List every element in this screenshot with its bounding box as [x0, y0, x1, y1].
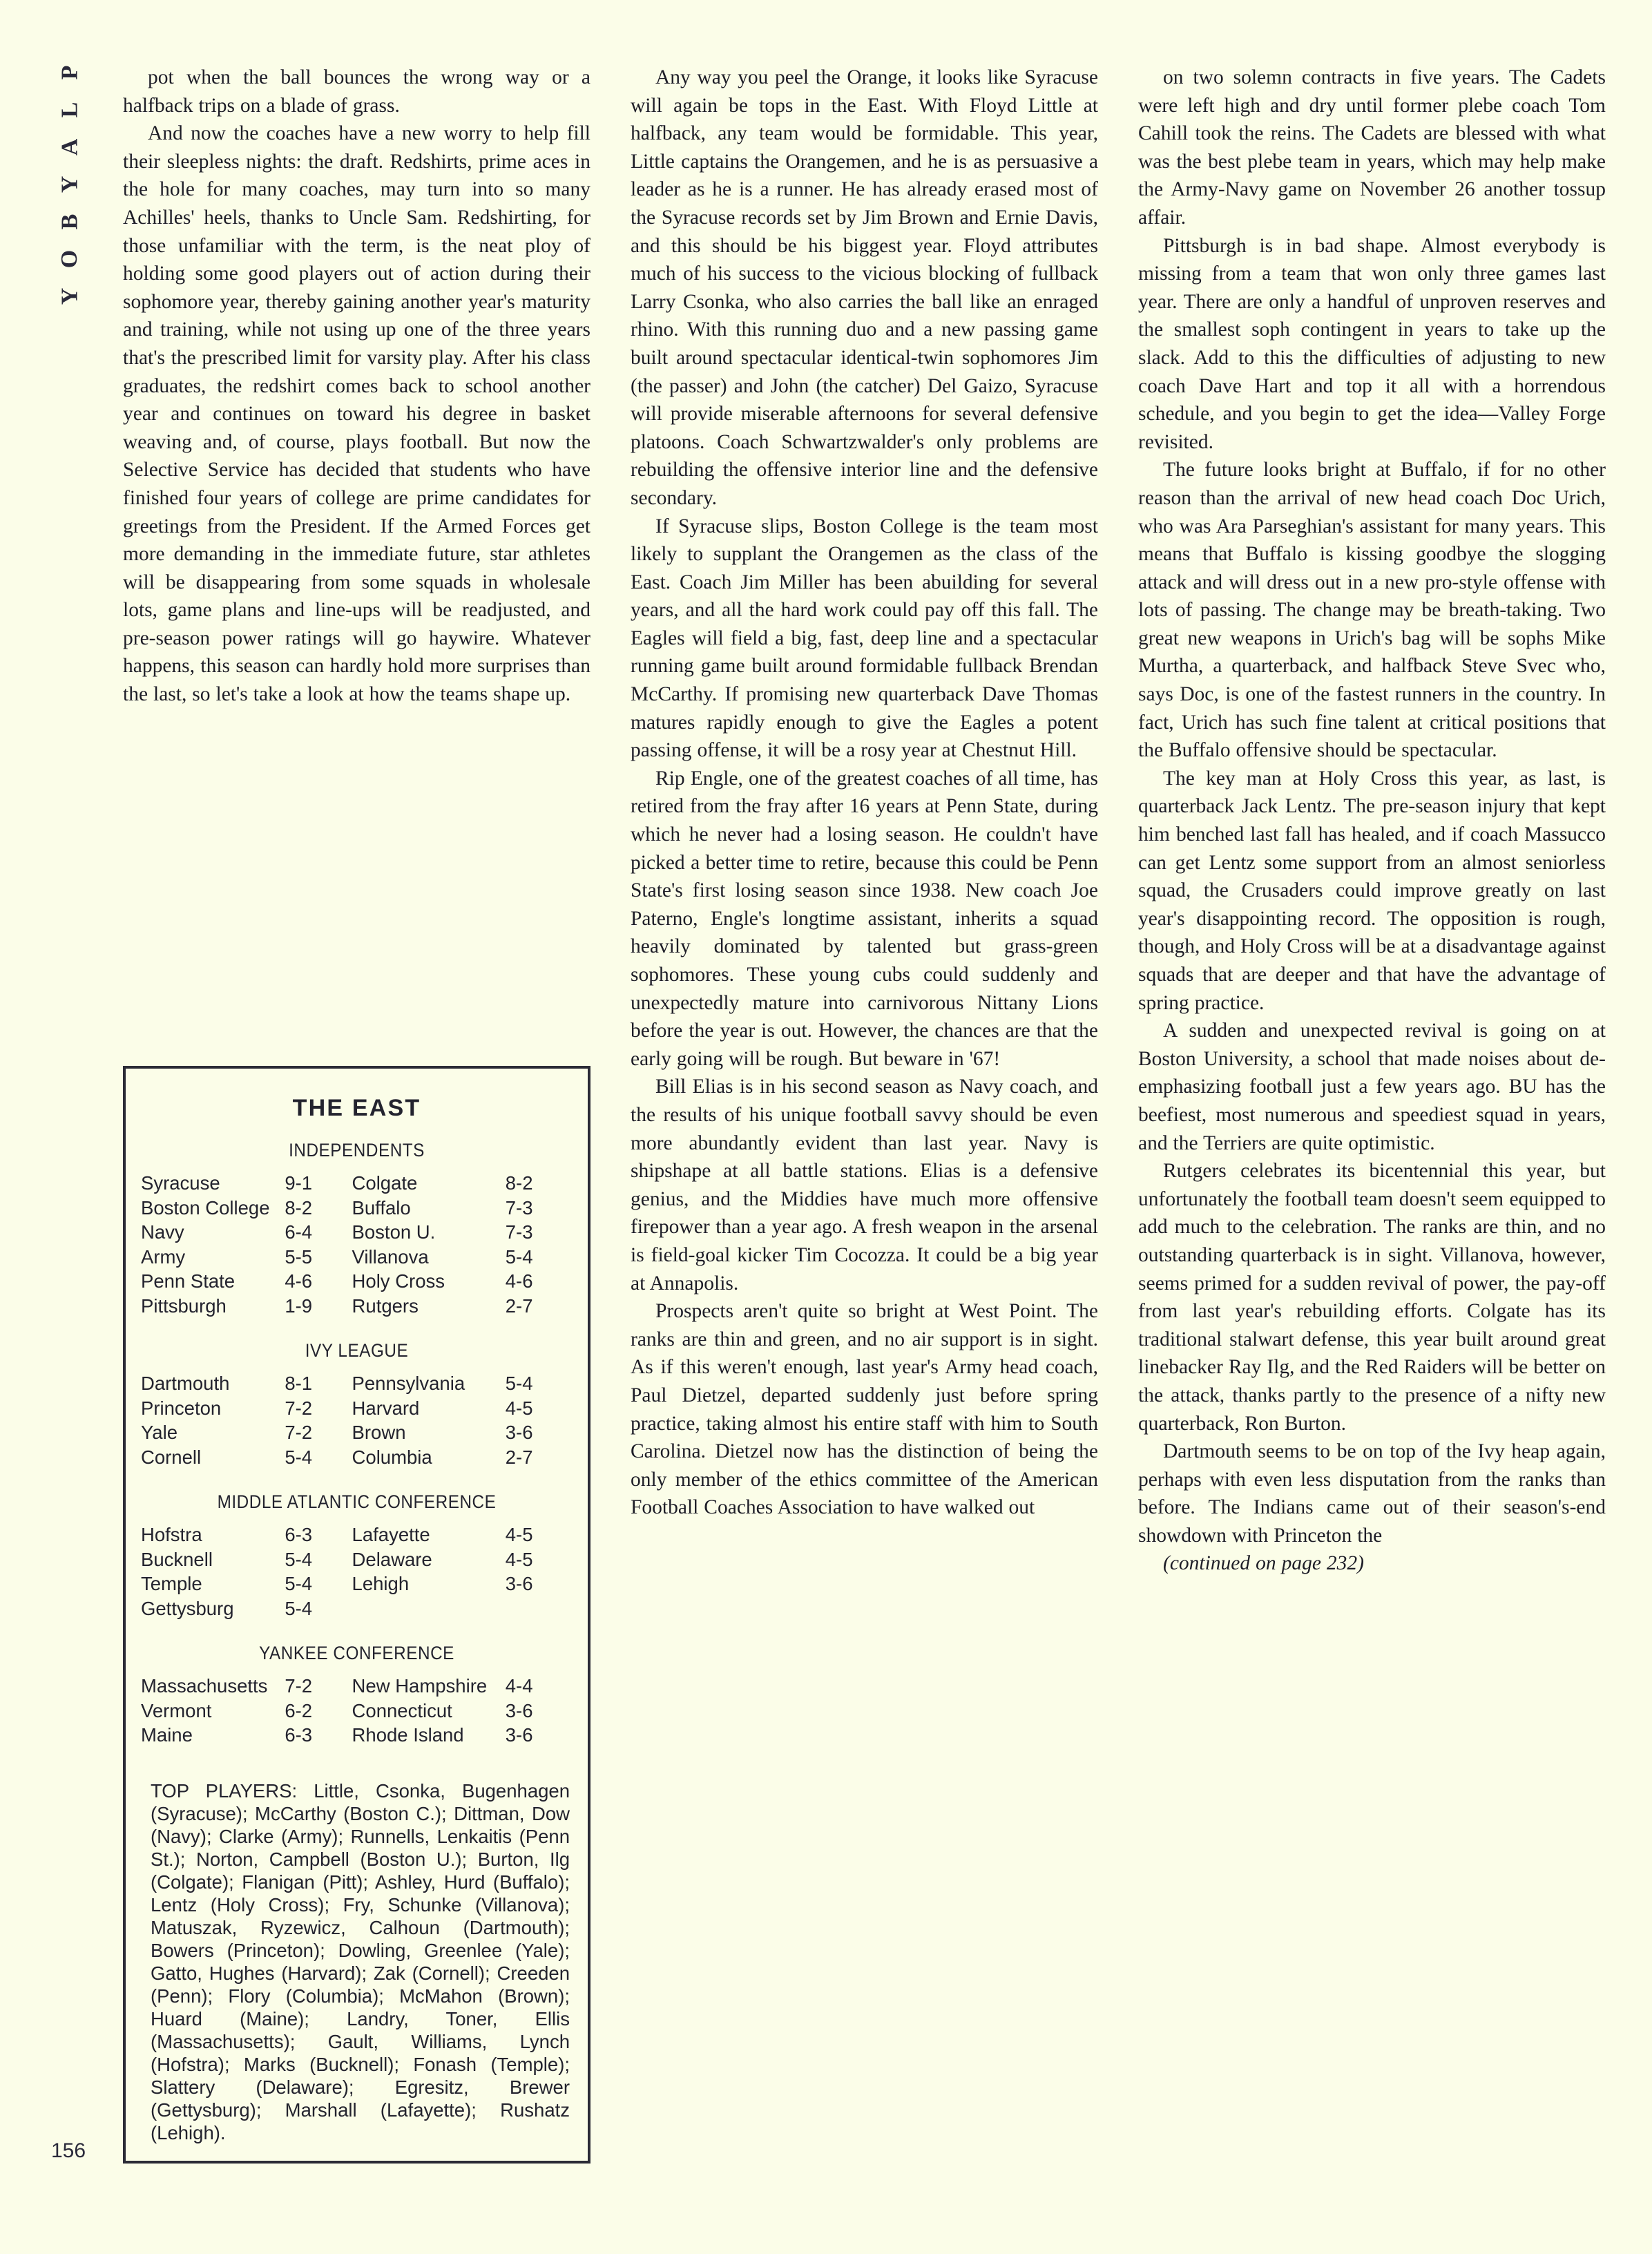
- team-record: 4-5: [505, 1524, 533, 1545]
- standings-table: [141, 1675, 573, 1749]
- standings-table: [141, 1373, 573, 1471]
- team-record: 5-4: [505, 1245, 533, 1268]
- body-paragraph: A sudden and unexpected revival is going on at Boston University, a school that made noises about de-emphasizing football just a few years ago. BU has the beefiest, most numerous and speediest squad in years, and the Terriers are quite optimistic.: [1138, 1020, 1606, 1154]
- body-paragraph: Pittsburgh is in bad shape. Almost everybody is missing from a team that won only three games last year. There are only a handful of unproven reserves and the smallest soph contingent in years to take up the slack. Add to this the difficulties of adjusting to new coach Dave Hart and top it all with a horrendous schedule, and you begin to get the idea—Valley Forge revisited.: [1138, 234, 1606, 453]
- team-name: Lehigh: [352, 1573, 410, 1594]
- conference-block-middle-atlantic: [141, 1491, 573, 1622]
- team-name: Pennsylvania: [352, 1373, 465, 1394]
- body-paragraph: The future looks bright at Buffalo, if for no other reason than the arrival of new head coach Doc Urich, who was Ara Parseghian's assistant for many years. This means that Buffalo is kissing goodbye the slogging attack and will dress out in a new pro-style offense with lots of passing. The change may be breath-taking. Two great new weapons in Urich's bag will be sophs Mike Murtha, a quarterback, and halfback Steve Svec who, says Doc, is one of the fastest runners in the country. In fact, Urich has such fine talent at critical positions that the Buffalo offensive should be spectacular.: [1138, 459, 1606, 762]
- team-record: 3-6: [505, 1699, 533, 1721]
- team-record: 5-4: [285, 1573, 313, 1594]
- team-name: Bucknell: [141, 1548, 213, 1570]
- team-record: 7-3: [505, 1196, 533, 1219]
- conference-heading: MIDDLE ATLANTIC CONFERENCE: [217, 1491, 497, 1512]
- column-left: [123, 64, 590, 2164]
- conference-block-independents: [141, 1140, 573, 1319]
- continued-on-page-note: (continued on page 232): [1163, 1552, 1364, 1575]
- team-name: Penn State: [141, 1270, 236, 1292]
- team-record: 4-5: [505, 1548, 533, 1570]
- team-name: Harvard: [352, 1397, 420, 1419]
- team-record: 7-2: [285, 1397, 313, 1419]
- team-name: New Hampshire: [352, 1675, 488, 1697]
- masthead-letter: L: [57, 102, 82, 118]
- team-name: Brown: [352, 1422, 406, 1443]
- team-record: 4-6: [285, 1270, 313, 1292]
- team-name: Colgate: [352, 1172, 418, 1194]
- team-record: 4-4: [505, 1675, 533, 1697]
- table-row: [141, 1172, 573, 1197]
- conference-heading: INDEPENDENTS: [289, 1140, 425, 1161]
- team-name: Lafayette: [352, 1524, 430, 1545]
- team-name: Syracuse: [141, 1172, 220, 1194]
- team-name: Maine: [141, 1724, 193, 1746]
- team-record: 8-2: [285, 1196, 313, 1219]
- table-row: [141, 1700, 573, 1725]
- team-record: 5-5: [285, 1245, 313, 1268]
- team-record: 3-6: [505, 1724, 533, 1746]
- team-record: 2-7: [505, 1295, 533, 1317]
- team-record: 7-2: [285, 1422, 313, 1443]
- conference-heading: IVY LEAGUE: [305, 1340, 409, 1361]
- team-record: 7-2: [285, 1675, 313, 1697]
- conference-block-ivy-league: [141, 1340, 573, 1471]
- table-row: [141, 1446, 573, 1471]
- team-name: Delaware: [352, 1548, 432, 1570]
- body-paragraph: Dartmouth seems to be on top of the Ivy heap again, perhaps with even less disputation from the ranks than before. The Indians came out of their season's-end showdown with Princeton the: [1138, 1440, 1606, 1547]
- team-name: Princeton: [141, 1397, 222, 1419]
- team-name: Boston U.: [352, 1221, 436, 1243]
- table-row: [141, 1675, 573, 1700]
- body-paragraph: The key man at Holy Cross this year, as last, is quarterback Jack Lentz. The pre-season injury that kept him benched last fall has healed, and if coach Massucco can get Lentz some support from an almost seniorless squad, the Crusaders could improve greatly on last year's disappointing record. The opposition is rough, though, and Holy Cross will be at a disadvantage against squads that are deeper and that have the advantage of spring practice.: [1138, 767, 1606, 1014]
- team-record: 7-3: [505, 1221, 533, 1243]
- body-paragraph: And now the coaches have a new worry to help fill their sleepless nights: the draft. Redshirts, prime aces in the hole for many coaches, may turn into so many Achilles' heels, thanks to Uncle Sam. Redshirting, for those unfamiliar with the term, is the neat ploy of holding some good players out of action during their sophomore year, thereby gaining another year's maturity and training, while not using up one of the three years that's the prescribed limit for varsity play. After his class graduates, the redshirt comes back to school another year and continues on toward his degree in basket weaving and, of course, plays football. But now the Selective Service has decided that students who have finished four years of college are prime candidates for greetings from the President. If the Armed Forces get more demanding in the immediate future, star athletes will be disappearing from some squads in wholesale lots, game plans and line-ups will be readjusted, and pre-season power ratings will go haywire. Whatever happens, this season can hardly hold more surprises than the last, so let's take a look at how the teams shape up.: [123, 122, 590, 706]
- masthead-letter: A: [57, 138, 82, 156]
- team-name: Rhode Island: [352, 1724, 464, 1746]
- team-record: 4-6: [505, 1270, 533, 1292]
- conference-block-yankee: [141, 1643, 573, 1749]
- body-paragraph: Rip Engle, one of the greatest coaches of all time, has retired from the fray after 16 years at Penn State, during which he never had a losing season. He couldn't have picked a better time to retire, because this could be Penn State's first losing season since 1938. New coach Joe Paterno, Engle's longtime assistant, inherits a squad heavily dominated by talented but grass-green sophomores. These young cubs could suddenly and unexpectedly mature into carnivorous Nittany Lions before the year is out. However, the chances are that the early going will be rough. But beware in '67!: [631, 767, 1098, 1070]
- column-right: [1138, 64, 1606, 2164]
- masthead-letter: B: [57, 213, 82, 230]
- standings-table: [141, 1524, 573, 1622]
- body-paragraph: Any way you peel the Orange, it looks like Syracuse will again be tops in the East. With Floyd Little at halfback, any team would be formidable. This year, Little captains the Orangemen, and he is as persuasive a leader as he is a runner. He has already erased most of the Syracuse records set by Jim Brown and Ernie Davis, and this should be his biggest year. Floyd attributes much of his success to the vicious blocking of fullback Larry Csonka, who also carries the ball like an enraged rhino. With this running duo and a new passing game built around spectacular identical-twin sophomores Jim (the passer) and John (the catcher) Del Gaizo, Syracuse will provide miserable afternoons for several defensive platoons. Coach Schwartzwalder's only problems are rebuilding the offensive interior line and the defensive secondary.: [631, 66, 1098, 509]
- team-name: Columbia: [352, 1446, 432, 1468]
- team-record: 5-4: [285, 1548, 313, 1570]
- team-record: 8-2: [505, 1172, 533, 1194]
- team-record: [506, 1598, 573, 1623]
- conference-heading: YANKEE CONFERENCE: [259, 1643, 454, 1663]
- table-row: [141, 1397, 573, 1422]
- team-name: [352, 1598, 506, 1623]
- column-middle: [631, 64, 1098, 2164]
- table-row: [141, 1221, 573, 1246]
- masthead-letter: Y: [57, 287, 82, 305]
- team-name: Rutgers: [352, 1295, 419, 1317]
- team-record: 6-4: [285, 1221, 313, 1243]
- team-name: Dartmouth: [141, 1373, 230, 1394]
- standings-table: [141, 1172, 573, 1319]
- team-name: Hofstra: [141, 1524, 202, 1545]
- team-record: 5-4: [285, 1597, 313, 1619]
- team-record: 4-5: [505, 1397, 533, 1419]
- body-paragraph: Bill Elias is in his second season as Navy coach, and the results of his unique football savvy should be even more abundantly evident than last year. Navy is shipshape at all battle stations. Elias is a defensive genius, and the Middies have much more offensive firepower than a year ago. A fresh weapon in the arsenal is field-goal kicker Tim Cocozza. It could be a big year at Annapolis.: [631, 1076, 1098, 1295]
- body-paragraph: If Syracuse slips, Boston College is the team most likely to supplant the Orangemen as the class of the East. Coach Jim Miller has been abuilding for several years, and all the hard work could pay off this fall. The Eagles will field a big, fast, deep line and a spectacular running game built around formidable fullback Brendan McCarthy. If promising new quarterback Dave Thomas matures rapidly enough to give the Eagles a potent passing offense, it will be a rosy year at Chestnut Hill.: [631, 515, 1098, 762]
- top-players-note: TOP PLAYERS: Little, Csonka, Bugenhagen (Syracuse); McCarthy (Boston C.); Dittman, Dow (Navy); Clarke (Army); Runnells, Lenkaitis (Penn St.); Norton, Campbell (Boston U.); Burton, Ilg (Colgate); Flanigan (Pitt); Ashley, Hurd (Buffalo); Lentz (Holy Cross); Fry, Schunke (Villanova); Matuszak, Ryzewicz, Calhoun (Dartmouth); Bowers (Princeton); Dowling, Greenlee (Yale); Gatto, Hughes (Harvard); Zak (Cornell); Creeden (Penn); Flory (Columbia); McMahon (Brown); Huard (Maine); Landry, Toner, Ellis (Massachusetts); Gault, Williams, Lynch (Hofstra); Marks (Bucknell); Fonash (Temple); Slattery (Delaware); Egresitz, Brewer (Gettysburg); Marshall (Lafayette); Rushatz (Lehigh).: [151, 1779, 570, 2143]
- team-record: 6-3: [285, 1524, 313, 1545]
- team-name: Yale: [141, 1422, 177, 1443]
- team-name: Connecticut: [352, 1699, 452, 1721]
- table-row: [141, 1246, 573, 1271]
- page-folio: 156: [51, 2139, 86, 2162]
- body-paragraph: Prospects aren't quite so bright at West Point. The ranks are thin and green, and no air support is in sight. As if this weren't enough, last year's Army head coach, Paul Dietzel, departed suddenly just before spring practice, taking almost his entire staff with him to South Carolina. Dietzel now has the distinction of being the only member of the ethics committee of the American Football Coaches Association to have walked out: [631, 1300, 1098, 1519]
- the-east-standings-box: [123, 1066, 590, 2164]
- team-record: 2-7: [505, 1446, 533, 1468]
- team-name: Navy: [141, 1221, 184, 1243]
- masthead-vertical-playboy: [54, 61, 86, 308]
- team-name: Temple: [141, 1573, 202, 1594]
- team-name: Massachusetts: [141, 1675, 268, 1697]
- table-row: [141, 1270, 573, 1295]
- table-row: [141, 1422, 573, 1446]
- team-record: 6-3: [285, 1724, 313, 1746]
- body-paragraph: pot when the ball bounces the wrong way or a halfback trips on a blade of grass.: [123, 66, 590, 117]
- table-row: [141, 1549, 573, 1574]
- masthead-letter: Y: [57, 175, 82, 193]
- team-record: 5-4: [285, 1446, 313, 1468]
- team-record: 5-4: [505, 1373, 533, 1394]
- article-columns: [123, 64, 1606, 2164]
- team-name: Boston College: [141, 1196, 270, 1219]
- team-record: 9-1: [285, 1172, 313, 1194]
- team-name: Holy Cross: [352, 1270, 445, 1292]
- table-row: [141, 1573, 573, 1598]
- team-name: Buffalo: [352, 1196, 411, 1219]
- east-box-title: THE EAST: [292, 1095, 421, 1121]
- masthead-letter: P: [57, 65, 82, 80]
- body-paragraph: on two solemn contracts in five years. The Cadets were left high and dry until former plebe coach Tom Cahill took the reins. The Cadets are blessed with what was the best plebe team in years, which may help make the Army-Navy game on November 26 another tossup affair.: [1138, 66, 1606, 229]
- team-name: Pittsburgh: [141, 1295, 227, 1317]
- table-row: [141, 1197, 573, 1222]
- team-name: Army: [141, 1245, 186, 1268]
- team-record: 6-2: [285, 1699, 313, 1721]
- table-row: [141, 1724, 573, 1749]
- team-name: Gettysburg: [141, 1597, 234, 1619]
- team-record: 1-9: [285, 1295, 313, 1317]
- table-row: [141, 1295, 573, 1320]
- team-name: Vermont: [141, 1699, 212, 1721]
- team-record: 3-6: [505, 1573, 533, 1594]
- team-record: 3-6: [505, 1422, 533, 1443]
- table-row: [141, 1598, 573, 1623]
- team-name: Cornell: [141, 1446, 202, 1468]
- team-name: Villanova: [352, 1245, 429, 1268]
- table-row: [141, 1373, 573, 1397]
- team-record: 8-1: [285, 1373, 313, 1394]
- table-row: [141, 1524, 573, 1549]
- body-paragraph: Rutgers celebrates its bicentennial this year, but unfortunately the football team doesn't seem equipped to add much to the celebration. The ranks are thin, and no outstanding quarterback is in sight. Villanova, however, seems primed for a sudden revival of power, the pay-off from last year's rebuilding efforts. Colgate has its traditional stalwart defense, this year built around great linebacker Ray Ilg, and the Red Raiders will be better on the attack, thanks partly to the presence of a nifty new quarterback, Ron Burton.: [1138, 1160, 1606, 1435]
- masthead-letter: O: [56, 249, 82, 269]
